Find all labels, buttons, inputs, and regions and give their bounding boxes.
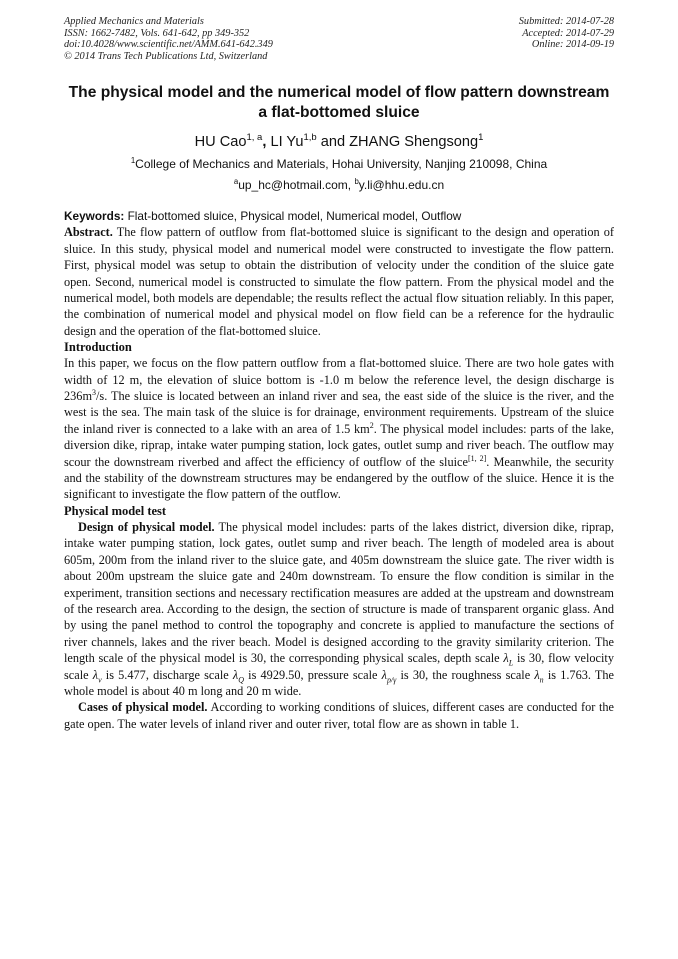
design-text-2: is 30, flow velocity scale xyxy=(64,651,614,682)
intro-text-4: . Meanwhile, the security and the stability of the downstream structures may be endangered by the outflow of the sluice. Hence it is the significant to investigate the flow pattern of the outflow. xyxy=(64,454,615,502)
author-3: ZHANG Shengsong xyxy=(349,134,479,151)
cases-paragraph xyxy=(64,699,614,732)
cases-text: According to working conditions of sluices, different cases are conducted for the gate open. The water levels of inland river and outer river, total flow are as shown in table 1. xyxy=(64,700,614,731)
affiliation-text: College of Mechanics and Materials, Hohai University, Nanjing 210098, China xyxy=(135,157,548,172)
submission-dates xyxy=(519,16,614,62)
scale-subscript: p/γ xyxy=(386,674,397,684)
lambda-symbol: λ xyxy=(381,667,387,682)
design-text-5: is 30, the roughness scale xyxy=(396,667,535,682)
introduction-paragraph xyxy=(64,355,614,503)
lambda-symbol: λ xyxy=(92,667,99,682)
scale-subscript: Q xyxy=(238,674,244,684)
design-label: Design of physical model. xyxy=(78,519,215,534)
email-a: up_hc@hotmail.com, xyxy=(238,178,355,193)
email-marker-a: a xyxy=(233,177,239,187)
lambda-symbol: λ xyxy=(503,651,509,666)
scale-subscript: L xyxy=(508,658,514,668)
design-text-6: is 1.763. The whole model is about 40 m long and 20 m wide. xyxy=(64,667,615,698)
author-separator: , xyxy=(262,134,271,151)
journal-doi: doi:10.4028/www.scientific.net/AMM.641-642.349 xyxy=(64,39,273,51)
author-2-affil: 1,b xyxy=(303,132,317,144)
scale-subscript: v xyxy=(98,674,102,684)
affiliation-marker: 1 xyxy=(130,156,136,166)
keywords-text: Flat-bottomed sluice, Physical model, Numerical model, Outflow xyxy=(124,209,462,224)
author-emails xyxy=(64,178,614,193)
journal-header xyxy=(64,16,614,62)
scale-subscript: n xyxy=(539,674,544,684)
introduction-heading: Introduction xyxy=(64,340,132,355)
journal-info xyxy=(64,16,273,62)
design-text-3: is 5.477, discharge scale xyxy=(101,667,233,682)
physical-model-heading: Physical model test xyxy=(64,503,167,518)
intro-text-2: /s. The sluice is located between an inland river and sea, the east side of the sluice is the river, and the west is the sea. The main task of the sluice is for drainage, environment requirements. Upstream of the sluice the inland river is connected to a lake with an area of 1.5 km xyxy=(64,389,614,436)
keywords-label: Keywords: xyxy=(64,209,125,224)
unit-superscript: 3 xyxy=(92,387,97,397)
design-text-4: is 4929.50, pressure scale xyxy=(243,667,382,682)
author-3-affil: 1 xyxy=(478,132,484,144)
unit-superscript: 2 xyxy=(369,420,374,430)
author-list xyxy=(64,133,614,151)
journal-copyright: © 2014 Trans Tech Publications Ltd, Switzerland xyxy=(64,50,268,62)
date-accepted: Accepted: 2014-07-29 xyxy=(522,27,614,39)
author-separator: and xyxy=(316,134,350,151)
affiliation xyxy=(64,157,614,172)
citation-superscript: [1, 2] xyxy=(467,453,487,463)
lambda-symbol: λ xyxy=(232,667,239,682)
intro-text-3: . The physical model includes: parts of the lake, diversion dike, riprap, intake water pumping station, lock gates, outlet sump and river beach. The outflow may scour the downstream riverbed and affect the efficiency of outflow of the sluice xyxy=(64,421,614,469)
abstract xyxy=(64,224,614,339)
design-text-1: The physical model includes: parts of the lakes district, diversion dike, riprap, intake water pumping station, lock gates, outlet sump and river beach. The length of modeled area is about 605m, 200m from the inland river to the sluice gate, and 405m downstream the sluice gate. The river width is about 200m upstream the sluice gate and 240m downstream. To ensure the flow condition is similar in the experiment, transition sections and necessary rectification measures are added at the upstream and downstream of the research area. According to the design, the section of structure is made of transparent organic glass. And by using the panel method to control the topography and concrete is applied to manufacture the sections of river channels, lakes and the river beach. Model is designed according to the gravity similarity criterion. The length scale of the physical model is 30, the corresponding physical scales, depth scale xyxy=(64,519,614,666)
abstract-label: Abstract. xyxy=(64,225,113,240)
paper-title: The physical model and the numerical model of flow pattern downstream a flat-bottomed sluice xyxy=(68,84,610,122)
abstract-text: The flow pattern of outflow from flat-bottomed sluice is significant to the design and operation of sluice. In this study, physical model and numerical model were constructed to investigate the flow pattern. First, physical model was setup to obtain the distribution of velocity under the condition of the sluice gate open. Second, numerical model is constructed to simulate the flow pattern. From the physical model and the numerical model, both models are dependable; the results reflect the actual flow situation reliably. In this paper, the combination of numerical model and physical model on flow field can be a reference for the hydraulic design and the operation of the flat-bottomed sluice. xyxy=(64,225,614,338)
author-1: HU Cao xyxy=(194,134,247,151)
intro-text-1: In this paper, we focus on the flow pattern outflow from a flat-bottomed sluice. There are two hole gates with width of 12 m, the elevation of sluice bottom is -1.0 m below the reference level, the design discharge is 236m xyxy=(64,356,614,404)
email-b: y.li@hhu.edu.cn xyxy=(358,178,445,193)
email-marker-b: b xyxy=(354,177,359,187)
author-1-affil: 1, a xyxy=(246,132,263,144)
journal-issn: ISSN: 1662-7482, Vols. 641-642, pp 349-352 xyxy=(64,27,250,39)
journal-name: Applied Mechanics and Materials xyxy=(64,16,204,27)
keywords xyxy=(64,209,614,224)
author-2: LI Yu xyxy=(270,134,304,151)
date-online: Online: 2014-09-19 xyxy=(531,39,614,51)
date-submitted: Submitted: 2014-07-28 xyxy=(518,16,614,27)
cases-label: Cases of physical model. xyxy=(78,700,208,715)
lambda-symbol: λ xyxy=(534,667,540,682)
design-paragraph xyxy=(64,519,614,699)
